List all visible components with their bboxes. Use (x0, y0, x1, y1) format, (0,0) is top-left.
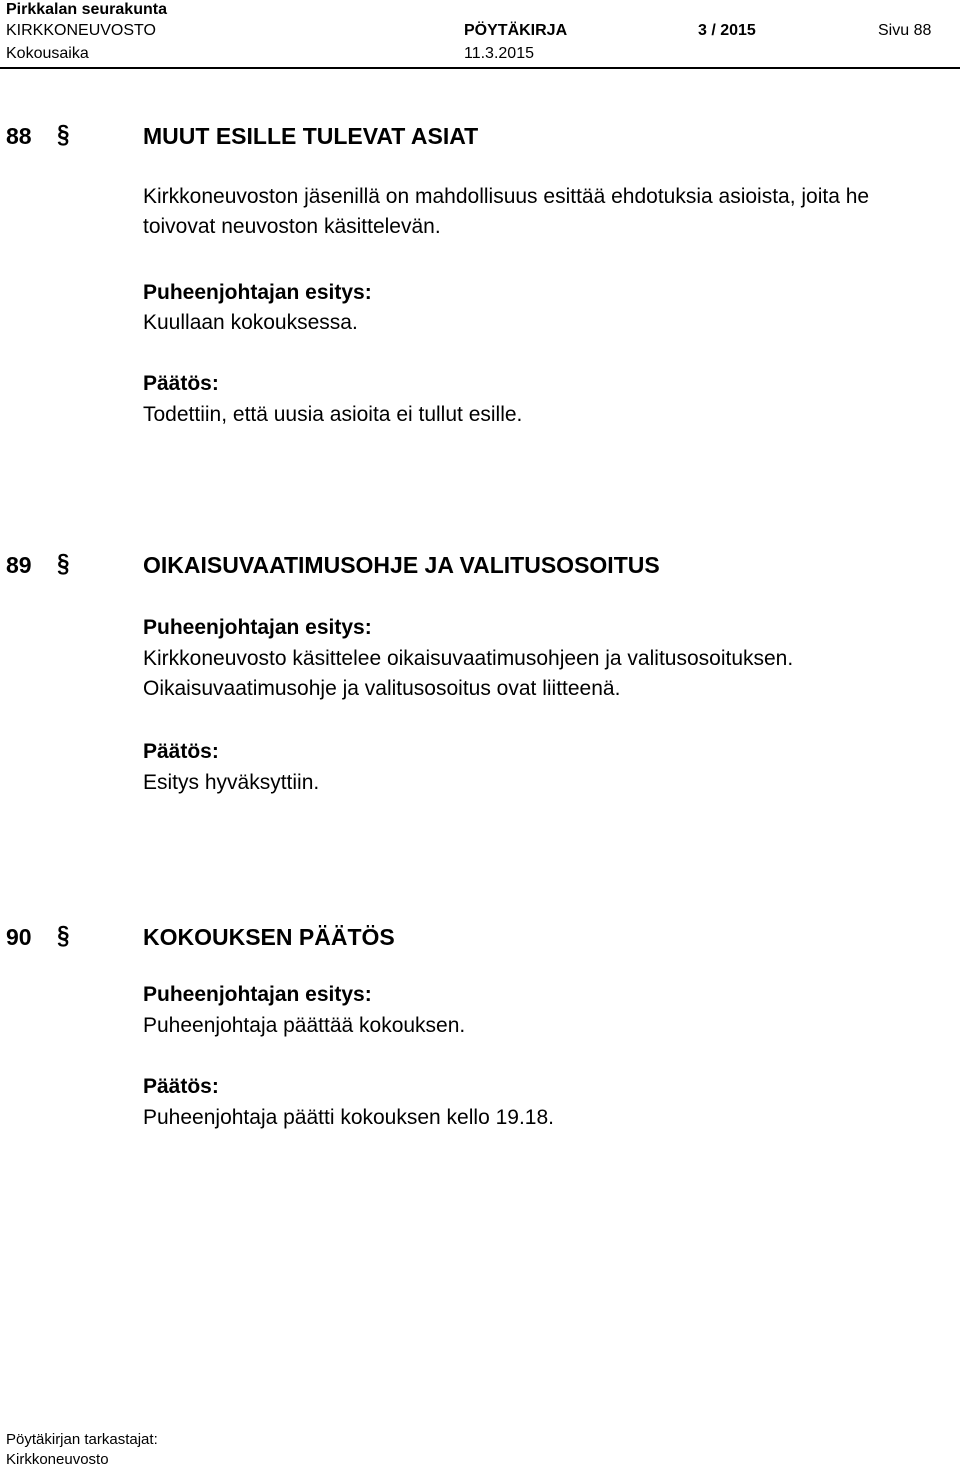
issue-number: 3 / 2015 (698, 22, 756, 39)
proposal-text: Oikaisuvaatimusohje ja valitusosoitus ovat liitteenä. (143, 677, 621, 700)
decision-label: Päätös: (143, 372, 219, 395)
decision-label: Päätös: (143, 1075, 219, 1098)
proposal-text: Puheenjohtaja päättää kokouksen. (143, 1014, 466, 1037)
reviewers-label: Pöytäkirjan tarkastajat: (6, 1431, 158, 1448)
section-title: KOKOUKSEN PÄÄTÖS (143, 924, 395, 950)
section-number: 89 (6, 552, 32, 578)
proposal-label: Puheenjohtajan esitys: (143, 281, 372, 304)
decision-text: Todettiin, että uusia asioita ei tullut esille. (143, 403, 523, 426)
decision-label: Päätös: (143, 740, 219, 763)
section-number: 88 (6, 123, 32, 149)
footer-body: Kirkkoneuvosto (6, 1451, 109, 1468)
section-number: 90 (6, 924, 32, 950)
section-title: OIKAISUVAATIMUSOHJE JA VALITUSOSOITUS (143, 552, 660, 578)
proposal-label: Puheenjohtajan esitys: (143, 616, 372, 639)
governing-body: KIRKKONEUVOSTO (6, 22, 156, 39)
section-sign: § (57, 920, 70, 950)
organization-name: Pirkkalan seurakunta (6, 1, 167, 18)
decision-text: Puheenjohtaja päätti kokouksen kello 19.18. (143, 1106, 554, 1129)
section-sign: § (57, 119, 70, 149)
intro-line: toivovat neuvoston käsittelevän. (143, 215, 441, 238)
section-title: MUUT ESILLE TULEVAT ASIAT (143, 123, 479, 149)
page-number: Sivu 88 (878, 22, 932, 39)
proposal-label: Puheenjohtajan esitys: (143, 983, 372, 1006)
document-type: PÖYTÄKIRJA (464, 22, 568, 39)
proposal-text: Kirkkoneuvosto käsittelee oikaisuvaatimusohjeen ja valitusosoituksen. (143, 647, 794, 670)
meeting-time-label: Kokousaika (6, 45, 89, 62)
proposal-text: Kuullaan kokouksessa. (143, 311, 358, 334)
section-sign: § (57, 548, 70, 578)
header-divider (0, 67, 960, 69)
meeting-date: 11.3.2015 (464, 45, 534, 62)
decision-text: Esitys hyväksyttiin. (143, 771, 320, 794)
intro-line: Kirkkoneuvoston jäsenillä on mahdollisuus esittää ehdotuksia asioista, joita he (143, 185, 870, 208)
